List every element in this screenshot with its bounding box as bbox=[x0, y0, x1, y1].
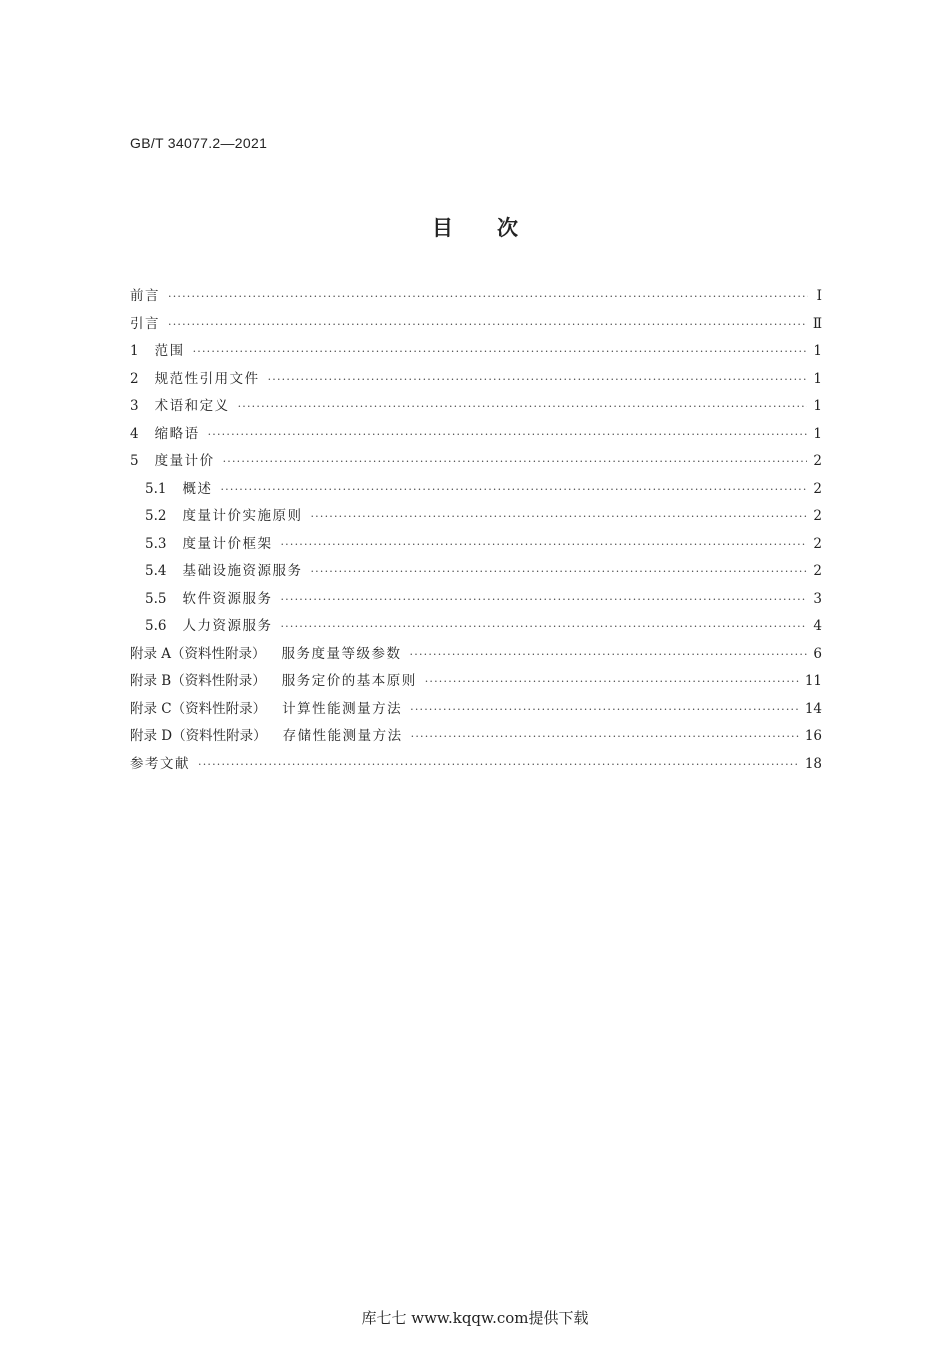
toc-entry-page: 14 bbox=[804, 700, 822, 717]
toc-entry[interactable] bbox=[130, 477, 822, 505]
toc-entry-page: 11 bbox=[804, 673, 822, 689]
toc-entry-page: 2 bbox=[813, 508, 822, 524]
toc-entry-label: 基础设施资源服务 bbox=[182, 563, 303, 579]
toc-entry-number: 5.5 bbox=[145, 590, 167, 607]
toc-entry-number: 5.4 bbox=[145, 563, 167, 579]
dot-leader bbox=[310, 565, 807, 578]
toc-entry-label: 规范性引用文件 bbox=[154, 370, 260, 387]
dot-leader bbox=[310, 510, 807, 523]
standard-number: GB/T 34077.2—2021 bbox=[130, 135, 268, 151]
toc-entry-page: 2 bbox=[813, 535, 822, 552]
toc-entry[interactable] bbox=[130, 614, 822, 642]
dot-leader bbox=[168, 318, 807, 331]
toc-entry-number: 1 bbox=[130, 343, 139, 359]
toc-entry-number: 5 bbox=[130, 453, 139, 469]
toc-entry[interactable] bbox=[130, 752, 822, 780]
toc-entry[interactable] bbox=[130, 697, 822, 725]
toc-entry-label: 范围 bbox=[154, 343, 185, 359]
toc-entry-page: 2 bbox=[813, 563, 822, 579]
toc-entry-label: 度量计价实施原则 bbox=[182, 508, 303, 524]
toc-entry-page: 16 bbox=[804, 728, 822, 744]
footer-watermark: 库七七 www.kqqw.com提供下载 bbox=[361, 1309, 589, 1327]
toc-entry-page: 1 bbox=[813, 370, 822, 387]
toc-entry[interactable] bbox=[130, 669, 822, 697]
toc-entry-number: 2 bbox=[130, 370, 139, 387]
dot-leader bbox=[238, 400, 808, 413]
toc-entry-number: 5.1 bbox=[145, 480, 167, 497]
dot-leader bbox=[280, 593, 807, 606]
toc-entry-label: 概述 bbox=[182, 480, 213, 497]
toc-entry-label: 术语和定义 bbox=[154, 398, 230, 414]
dot-leader bbox=[280, 620, 807, 633]
toc-entry-label: 前言 bbox=[130, 288, 160, 304]
toc-entry-page: 1 bbox=[813, 398, 822, 414]
toc-entry[interactable] bbox=[130, 642, 822, 670]
toc-entry[interactable] bbox=[130, 367, 822, 395]
toc-entry[interactable] bbox=[130, 449, 822, 477]
toc-entry-page: Ⅱ bbox=[812, 315, 822, 332]
dot-leader bbox=[193, 345, 808, 358]
toc-entry-page: 2 bbox=[813, 453, 822, 469]
toc-entry-number: 附录 A（资料性附录） bbox=[130, 645, 266, 662]
toc-entry-page: 4 bbox=[813, 618, 822, 634]
toc-entry[interactable] bbox=[130, 394, 822, 422]
toc-entry-page: Ⅰ bbox=[816, 288, 822, 304]
toc-entry-number: 附录 D（资料性附录） bbox=[130, 728, 267, 744]
toc-entry-label: 计算性能测量方法 bbox=[282, 700, 403, 717]
toc-entry-number: 5.3 bbox=[145, 535, 167, 552]
dot-leader bbox=[410, 648, 808, 661]
toc-entry[interactable] bbox=[130, 559, 822, 587]
dot-leader bbox=[268, 373, 808, 386]
toc-entry[interactable] bbox=[130, 504, 822, 532]
toc-entry-page: 18 bbox=[804, 755, 822, 772]
dot-leader bbox=[220, 483, 807, 496]
toc-entry-label: 人力资源服务 bbox=[182, 618, 273, 634]
toc-entry-label: 引言 bbox=[130, 315, 160, 332]
dot-leader bbox=[411, 730, 799, 743]
dot-leader bbox=[198, 758, 799, 771]
toc-entry-label: 缩略语 bbox=[154, 425, 200, 442]
dot-leader bbox=[425, 675, 799, 688]
toc-entry-label: 度量计价 bbox=[154, 453, 215, 469]
toc-entry[interactable] bbox=[130, 724, 822, 752]
toc-entry-number: 附录 C（资料性附录） bbox=[130, 700, 267, 717]
toc-entry-label: 软件资源服务 bbox=[182, 590, 273, 607]
toc-entry-page: 1 bbox=[813, 425, 822, 442]
toc-entry-number: 5.2 bbox=[145, 508, 167, 524]
toc-entry-page: 3 bbox=[813, 590, 822, 607]
toc-entry-page: 6 bbox=[813, 645, 822, 662]
toc-entry[interactable] bbox=[130, 587, 822, 615]
toc-entry-label: 服务度量等级参数 bbox=[281, 645, 402, 662]
dot-leader bbox=[168, 290, 808, 303]
toc-entry-page: 1 bbox=[813, 343, 822, 359]
toc-entry-label: 度量计价框架 bbox=[182, 535, 273, 552]
toc-entry-number: 5.6 bbox=[145, 618, 167, 634]
toc-entry[interactable] bbox=[130, 312, 822, 340]
toc-entry[interactable] bbox=[130, 284, 822, 312]
toc-entry-label: 服务定价的基本原则 bbox=[281, 673, 417, 689]
dot-leader bbox=[208, 428, 808, 441]
dot-leader bbox=[280, 538, 807, 551]
toc-entry[interactable] bbox=[130, 532, 822, 560]
toc-entry-number: 4 bbox=[130, 425, 139, 442]
toc-entry[interactable] bbox=[130, 422, 822, 450]
page-title: 目次 bbox=[432, 215, 562, 240]
toc-entry-label: 参考文献 bbox=[130, 755, 190, 772]
toc-entry[interactable] bbox=[130, 339, 822, 367]
toc-entry-number: 附录 B（资料性附录） bbox=[130, 673, 266, 689]
dot-leader bbox=[223, 455, 808, 468]
toc-entry-number: 3 bbox=[130, 398, 139, 414]
table-of-contents bbox=[130, 284, 822, 779]
toc-entry-label: 存储性能测量方法 bbox=[282, 728, 403, 744]
dot-leader bbox=[410, 703, 799, 716]
toc-entry-page: 2 bbox=[813, 480, 822, 497]
